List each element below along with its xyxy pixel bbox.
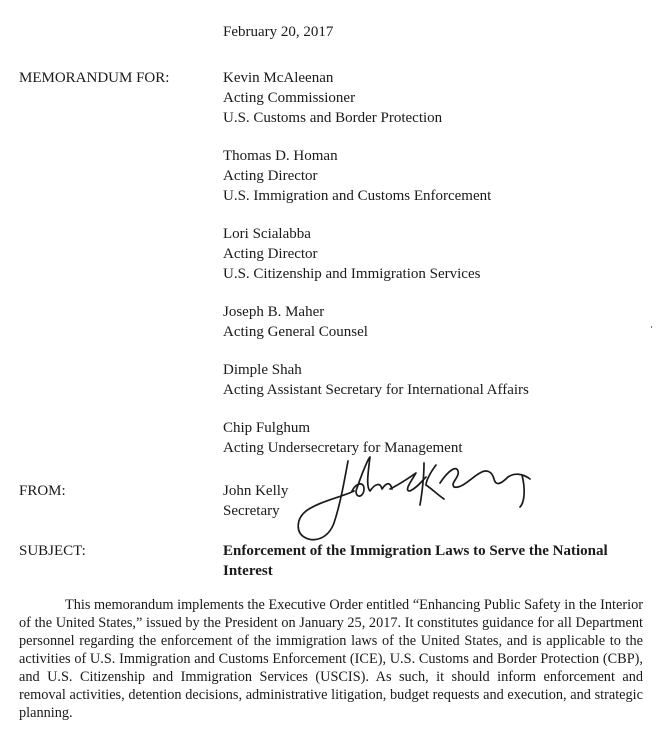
recipient-name: Thomas D. Homan	[223, 148, 338, 164]
recipient-name: Chip Fulghum	[223, 420, 311, 436]
sender-name: John Kelly	[223, 483, 289, 499]
recipient-org: U.S. Customs and Border Protection	[223, 110, 443, 126]
recipient-name: Kevin McAleenan	[223, 70, 334, 86]
recipient-name: Dimple Shah	[223, 362, 302, 378]
sender-block	[223, 481, 288, 521]
recipient-title: Acting Director	[223, 246, 318, 262]
recipient-block	[223, 302, 368, 342]
signature-image	[290, 443, 540, 553]
recipient-block	[223, 360, 529, 400]
recipient-block	[223, 146, 491, 206]
body-paragraph: This memorandum implements the Executive Order entitled “Enhancing Public Safety in the Interior of the United States,” issued by the President on January 25, 2017. It constitutes guidance for all Department personnel regarding the enforcement of the immigration laws of the United States, and is applicable to the activities of U.S. Immigration and Customs Enforcement (ICE), U.S. Customs and Border Protection (CBP), and U.S. Citizenship and Immigration Services (USCIS). As such, it should inform enforcement and removal activities, detention decisions, administrative litigation, budget requests and execution, and strategic planning.	[19, 597, 643, 721]
memorandum-for-label: MEMORANDUM FOR:	[19, 70, 170, 86]
recipient-title: Acting Undersecretary for Management	[223, 440, 463, 456]
subject-label: SUBJECT:	[19, 543, 86, 559]
sender-title: Secretary	[223, 503, 280, 519]
recipient-block	[223, 224, 480, 284]
recipient-name: Joseph B. Maher	[223, 304, 325, 320]
scan-speck	[651, 326, 652, 328]
recipient-title: Acting Assistant Secretary for International Affairs	[223, 382, 529, 398]
subject-text: Enforcement of the Immigration Laws to Serve the National Interest	[223, 543, 608, 579]
recipient-title: Acting Commissioner	[223, 90, 356, 106]
recipient-title: Acting Director	[223, 168, 318, 184]
recipient-block	[223, 68, 442, 128]
recipient-title: Acting General Counsel	[223, 324, 368, 340]
memo-date: February 20, 2017	[223, 24, 334, 40]
recipient-name: Lori Scialabba	[223, 226, 311, 242]
recipient-org: U.S. Citizenship and Immigration Services	[223, 266, 481, 282]
recipient-org: U.S. Immigration and Customs Enforcement	[223, 188, 492, 204]
from-label: FROM:	[19, 483, 66, 499]
